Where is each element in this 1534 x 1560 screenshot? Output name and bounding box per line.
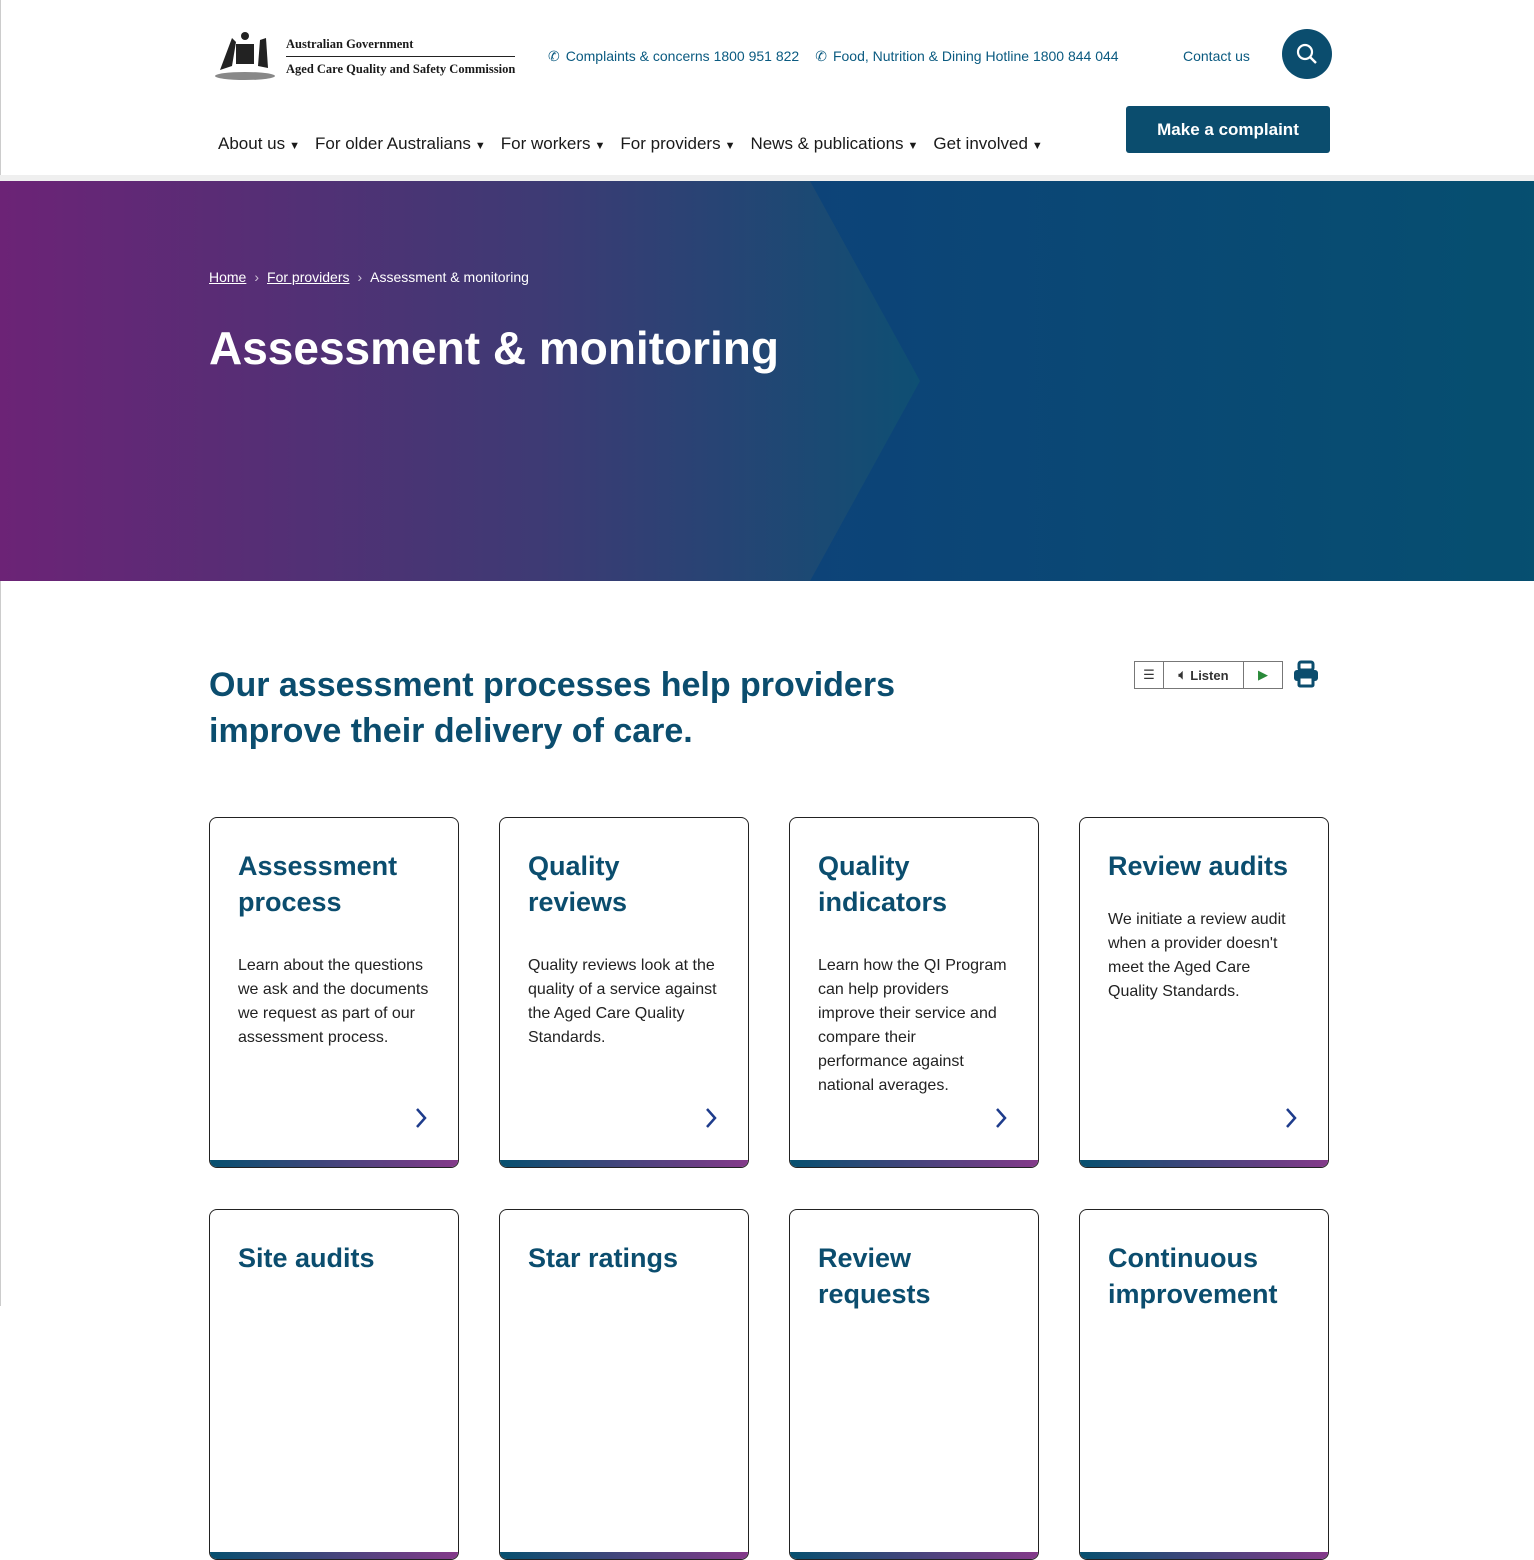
search-button[interactable] — [1282, 29, 1332, 79]
nav-providers[interactable]: For providers ▼ — [620, 134, 735, 185]
caret-down-icon: ▼ — [289, 140, 300, 152]
menu-button[interactable] — [1135, 662, 1164, 688]
food-hotline-label: Food, Nutrition & Dining Hotline 1800 844 044 — [832, 48, 1119, 64]
complaints-phone-link[interactable] — [548, 48, 799, 65]
card-text: Learn how the QI Program can help providers improve their service and compare their performance against national averages. — [818, 957, 1007, 1094]
caret-down-icon: ▼ — [594, 140, 606, 152]
intro-heading: Our assessment processes help providers improve their delivery of care. — [209, 666, 895, 750]
breadcrumb — [209, 269, 529, 285]
hero-chevron-shape — [810, 181, 1534, 581]
nav-workers[interactable]: For workers ▼ — [500, 134, 606, 153]
coat-of-arms-icon — [210, 30, 280, 84]
nav-news-publications[interactable]: News & publications ▼ — [750, 134, 919, 153]
breadcrumb-home[interactable]: Home — [209, 269, 247, 285]
card-text: We initiate a review audit when a provider doesn't meet the Aged Care Quality Standards. — [1108, 911, 1286, 1000]
card-site-audits[interactable] — [209, 1209, 459, 1560]
print-button[interactable] — [1292, 660, 1320, 693]
hero-banner — [0, 181, 1534, 581]
complaints-phone-label: Complaints & concerns 1800 951 822 — [565, 48, 800, 64]
card-assessment-process[interactable] — [209, 817, 459, 1168]
card-title: Review requests — [818, 1243, 931, 1309]
site-header — [210, 0, 1330, 175]
card-star-ratings[interactable] — [499, 1209, 749, 1560]
card-title: Site audits — [238, 1243, 375, 1273]
play-button[interactable] — [1244, 662, 1282, 688]
card-title: Continuous improvement — [1108, 1243, 1278, 1309]
card-title: Star ratings — [528, 1243, 679, 1273]
chevron-right-icon: › — [357, 269, 363, 285]
commission-logo[interactable] — [210, 30, 515, 84]
card-title: Quality reviews — [528, 851, 628, 917]
nav-get-involved[interactable]: Get involved ▼ — [933, 134, 1043, 153]
caret-down-icon: ▼ — [474, 140, 486, 152]
speaker-icon: 🔈︎ — [1178, 667, 1187, 682]
card-title: Assessment process — [238, 851, 398, 917]
printer-icon — [1292, 660, 1320, 688]
listen-button[interactable] — [1164, 662, 1244, 688]
nav-older-australians[interactable]: For older Australians ▼ — [315, 134, 486, 153]
phone-icon: ✆ — [815, 48, 827, 64]
card-review-requests[interactable] — [789, 1209, 1039, 1560]
card-review-audits[interactable] — [1079, 817, 1329, 1168]
chevron-right-icon — [414, 1107, 428, 1129]
card-continuous-improvement[interactable] — [1079, 1209, 1329, 1560]
card-title: Quality indicators — [818, 851, 948, 917]
search-icon — [1295, 42, 1319, 66]
logo-line-1: Australian Government — [286, 37, 515, 57]
card-text: Learn about the questions we ask and the documents we request as part of our assessment process. — [238, 957, 429, 1046]
listen-label: Listen — [1190, 667, 1229, 683]
breadcrumb-current: Assessment & monitoring — [370, 269, 529, 285]
phone-icon: ✆ — [548, 48, 560, 64]
caret-down-icon: ▼ — [1031, 140, 1043, 152]
caret-down-icon: ▼ — [907, 140, 919, 152]
play-icon: ▶ — [1258, 667, 1268, 682]
chevron-right-icon — [1284, 1107, 1298, 1129]
contact-us-link[interactable]: Contact us — [1183, 48, 1250, 64]
page-title: Assessment & monitoring — [209, 322, 779, 374]
make-complaint-button[interactable]: Make a complaint — [1126, 106, 1330, 153]
caret-down-icon: ▼ — [724, 140, 736, 152]
readspeaker-widget — [1134, 661, 1283, 689]
chevron-right-icon — [994, 1107, 1008, 1129]
card-text: Quality reviews look at the quality of a service against the Aged Care Quality Standards. — [528, 957, 717, 1046]
food-hotline-link[interactable] — [815, 48, 1118, 65]
chevron-right-icon: › — [254, 269, 260, 285]
card-quality-indicators[interactable] — [789, 817, 1039, 1168]
card-grid — [209, 817, 1329, 1560]
nav-about-us[interactable]: About us ▼ — [218, 134, 300, 153]
logo-line-2: Aged Care Quality and Safety Commission — [286, 62, 516, 76]
card-quality-reviews[interactable] — [499, 817, 749, 1168]
card-title: Review audits — [1108, 851, 1289, 881]
menu-icon: ☰ — [1143, 667, 1155, 682]
chevron-right-icon — [704, 1107, 718, 1129]
breadcrumb-for-providers[interactable]: For providers — [267, 269, 350, 285]
